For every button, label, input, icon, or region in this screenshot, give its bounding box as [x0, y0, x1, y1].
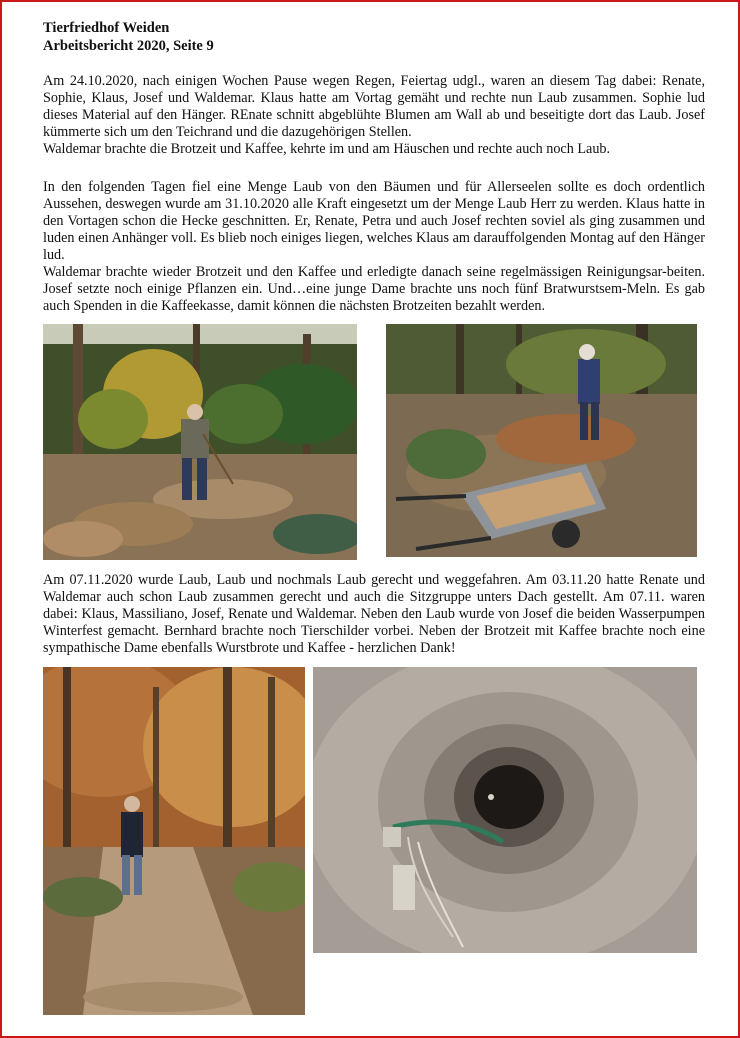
- paragraph-oct24-brotzeit: Waldemar brachte die Brotzeit und Kaffee, kehrte im und am Häuschen und rechte auch noch Laub.: [43, 141, 611, 157]
- paragraph-block-2: [43, 179, 705, 315]
- paragraph-oct24: Am 24.10.2020, nach einigen Wochen Pause wegen Regen, Feiertag udgl., waren an diesem Tag dabei: Renate, Sophie, Klaus, Josef und Waldemar. Klaus hatte am Vortag gemäht und rechte nun Laub zusammen. Sophie lud dieses Material auf den Hänger. REnate schnitt abgeblühte Blumen am Wall ab und beseitigte dort das Laub. Josef kümmerte sich um den Teichrand und die dazugehörigen Stellen.: [43, 73, 705, 140]
- paragraph-oct31: In den folgenden Tagen fiel eine Menge Laub von den Bäumen und für Allerseelen sollte es doch ordentlich Aussehen, deswegen wurde am 31.10.2020 alle Kraft eingesetzt um der Menge Laub Herr zu werden. Klaus hatte in den Vortagen schon die Hecke geschnitten. Er, Renate, Petra und auch Josef rechten soviel als ging zusammen und luden einen Anhänger voll. Es blieb noch einiges liegen, welches Klaus am darauffolgenden Montag auf den Hänger lud.: [43, 179, 705, 263]
- photo-raking-graves: [43, 324, 357, 560]
- document-header: [43, 19, 214, 55]
- paragraph-block-1: [43, 73, 705, 158]
- photo-path-worker: [43, 667, 305, 1015]
- photo-well-shaft: [313, 667, 697, 953]
- paragraph-block-3: [43, 572, 705, 657]
- paragraph-nov07: Am 07.11.2020 wurde Laub, Laub und nochmals Laub gerecht und weggefahren. Am 03.11.20 hatte Renate und Waldemar auch schon Laub zusammen gerecht und auch die Sitzgruppe unters Dach gestellt. Am 07.11. waren dabei: Klaus, Massiliano, Josef, Renate und Waldemar. Neben den Laub wurde von Josef die beiden Wasserpumpen Winterfest gemacht. Bernhard brachte noch Tierschilder vorbei. Neben der Brotzeit mit Kaffee brachte noch eine sympathische Dame ebenfalls Wurstbrote und Kaffee - herzlichen Dank!: [43, 572, 705, 656]
- paragraph-oct31-brotzeit: Waldemar brachte wieder Brotzeit und den Kaffee und erledigte danach seine regelmässigen Reinigungsar-beiten. Josef setzte noch einige Pflanzen ein. Und…eine junge Dame brachte uns noch fünf Bratwurstsem-Meln. Es gab auch Spenden in die Kaffeekasse, damit können die nächsten Brotzeiten bezahlt werden.: [43, 264, 705, 314]
- document-subtitle: Arbeitsbericht 2020, Seite 9: [43, 38, 214, 54]
- document-title: Tierfriedhof Weiden: [43, 20, 170, 36]
- photo-wheelbarrow-leaves: [386, 324, 697, 557]
